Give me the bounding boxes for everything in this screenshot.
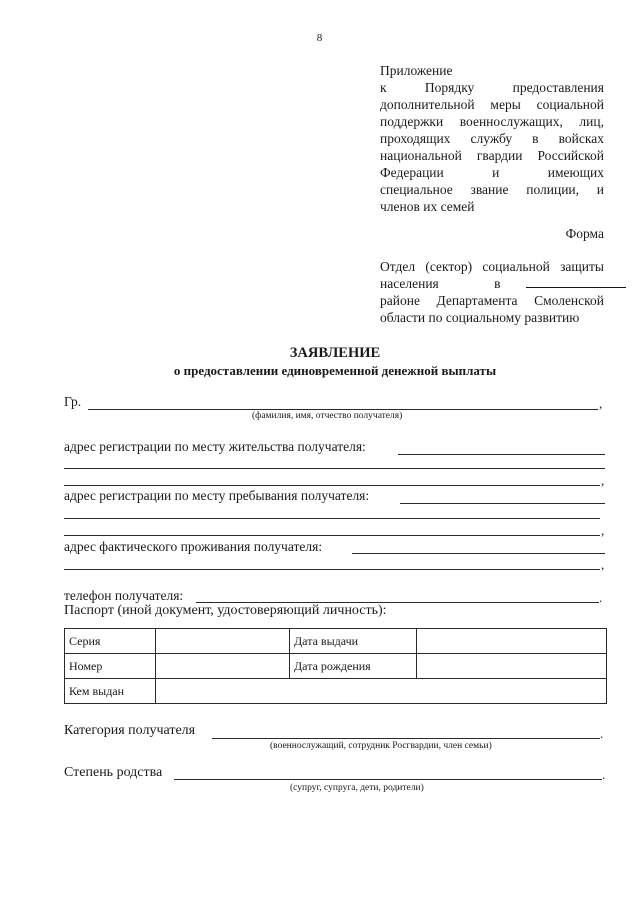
comma: , bbox=[601, 557, 605, 572]
appendix-line: Приложение bbox=[380, 63, 453, 78]
kinship-field[interactable] bbox=[174, 779, 602, 780]
comma: , bbox=[601, 523, 605, 538]
appendix-line: Федерации и имеющих bbox=[380, 165, 604, 180]
series-field[interactable] bbox=[156, 629, 290, 654]
appendix-line: специальное звание полиции, и bbox=[380, 182, 604, 197]
registration-stay-field[interactable] bbox=[400, 503, 605, 504]
document-title: ЗАЯВЛЕНИЕ bbox=[289, 345, 381, 361]
category-field[interactable] bbox=[212, 738, 600, 739]
issue-date-label: Дата выдачи bbox=[290, 629, 417, 654]
department-line: области по социальному развитию bbox=[380, 310, 580, 325]
issued-by-field[interactable] bbox=[156, 679, 607, 704]
actual-address-label: адрес фактического проживания получателя: bbox=[64, 539, 323, 554]
registration-stay-field-3[interactable] bbox=[64, 535, 600, 536]
period: . bbox=[602, 767, 606, 782]
birth-date-label: Дата рождения bbox=[290, 654, 417, 679]
registration-stay-label: адрес регистрации по месту пребывания получателя: bbox=[64, 488, 370, 503]
number-field[interactable] bbox=[156, 654, 290, 679]
appendix-line: национальной гвардии Российской bbox=[380, 148, 604, 163]
number-label: Номер bbox=[65, 654, 156, 679]
birth-date-field[interactable] bbox=[417, 654, 607, 679]
document-subtitle: о предоставлении единовременной денежной выплаты bbox=[173, 363, 497, 378]
appendix-line: дополнительной меры социальной bbox=[380, 97, 604, 112]
appendix-line: членов их семей bbox=[380, 199, 475, 214]
district-blank[interactable] bbox=[526, 276, 626, 288]
appendix-line: проходящих службу в войсках bbox=[380, 131, 604, 146]
registration-stay-field-2[interactable] bbox=[64, 518, 600, 519]
appendix-line: к Порядку предоставления bbox=[380, 80, 604, 95]
citizen-label: Гр. bbox=[64, 394, 82, 409]
period: . bbox=[599, 590, 603, 605]
comma: , bbox=[601, 473, 605, 488]
issued-by-label: Кем выдан bbox=[65, 679, 156, 704]
category-hint: (военнослужащий, сотрудник Росгвардии, член семьи) bbox=[270, 741, 492, 751]
department-line: районе Департамента Смоленской bbox=[380, 293, 604, 308]
registration-residence-field[interactable] bbox=[398, 454, 605, 455]
issue-date-field[interactable] bbox=[417, 629, 607, 654]
registration-residence-field-2[interactable] bbox=[64, 468, 605, 469]
department-line-prefix: населения в bbox=[380, 276, 501, 291]
registration-residence-label: адрес регистрации по месту жительства получателя: bbox=[64, 439, 366, 454]
department-line: Отдел (сектор) социальной защиты bbox=[380, 259, 604, 274]
series-label: Серия bbox=[65, 629, 156, 654]
appendix-line: поддержки военнослужащих, лиц, bbox=[380, 114, 604, 129]
comma: , bbox=[599, 396, 603, 411]
kinship-label: Степень родства bbox=[64, 765, 163, 780]
category-label: Категория получателя bbox=[64, 723, 196, 738]
registration-residence-field-3[interactable] bbox=[64, 485, 600, 486]
page-number: 8 bbox=[316, 32, 323, 44]
form-label: Форма bbox=[565, 226, 604, 241]
citizen-hint: (фамилия, имя, отчество получателя) bbox=[252, 411, 403, 421]
appendix-block bbox=[380, 62, 604, 215]
table-row bbox=[65, 629, 607, 654]
actual-address-field[interactable] bbox=[352, 553, 605, 554]
phone-label: телефон получателя: bbox=[64, 588, 184, 603]
actual-address-field-2[interactable] bbox=[64, 569, 600, 570]
citizen-name-field[interactable] bbox=[88, 409, 598, 410]
passport-table bbox=[64, 628, 607, 704]
passport-label: Паспорт (иной документ, удостоверяющий личность): bbox=[64, 603, 387, 618]
table-row bbox=[65, 679, 607, 704]
department-line-2 bbox=[380, 275, 604, 292]
table-row bbox=[65, 654, 607, 679]
department-block bbox=[380, 258, 604, 326]
kinship-hint: (супруг, супруга, дети, родители) bbox=[290, 783, 424, 793]
period: . bbox=[600, 726, 604, 741]
